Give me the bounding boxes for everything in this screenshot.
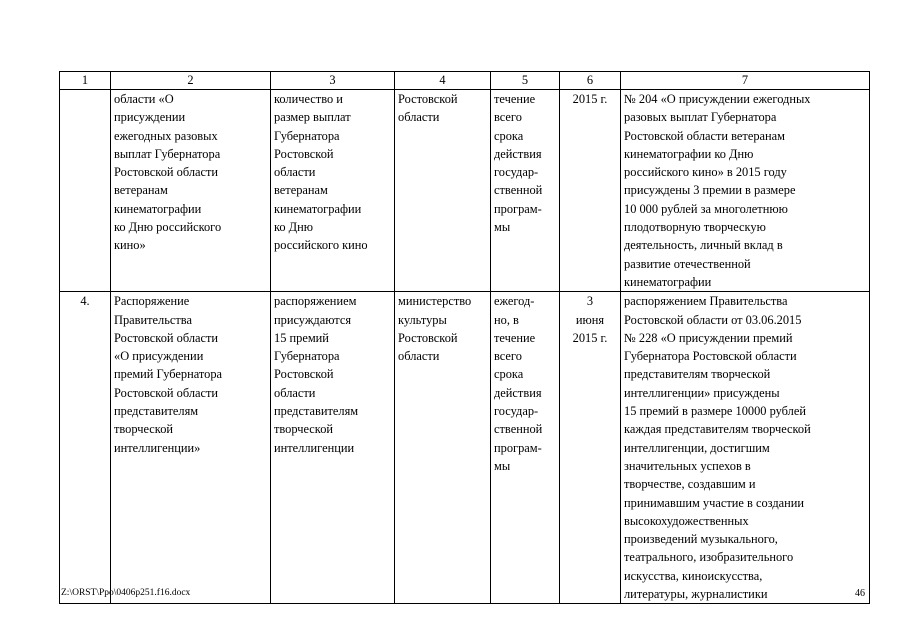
cell-text-line: всего [494, 349, 522, 364]
cell-text-line: 15 премий в размере 10000 рублей [624, 404, 806, 419]
cell-text-line: государ- [494, 404, 539, 419]
cell-text-line: Губернатора [274, 128, 340, 143]
cell-text-line: творческой [114, 422, 174, 437]
date-cell [560, 292, 621, 604]
cell-text-line: Ростовской [398, 92, 458, 106]
table-header-row [60, 72, 870, 90]
cell-text-line: Правительства [114, 312, 192, 327]
cell-text-line: литературы, журналистики [624, 587, 768, 602]
cell-text-line: Ростовской [398, 330, 458, 345]
cell-text-line: течение [494, 92, 536, 106]
cell-text-line: течение [494, 330, 536, 345]
cell-text-line: Ростовской области [114, 165, 219, 180]
cell-text-line: принимавшим участие в создании [624, 495, 805, 510]
cell-text-line: деятельность, личный вклад в [624, 238, 783, 253]
executor-cell [395, 90, 491, 292]
cell-text-line: представителям [274, 404, 359, 419]
cell-text-line: произведений музыкального, [624, 532, 778, 547]
cell-text-line: Распоряжение [114, 294, 190, 309]
cell-text-line: всего [494, 110, 522, 125]
cell-text-line: области [398, 349, 440, 364]
cell-text-line: 2015 г. [572, 330, 608, 345]
cell-text-line: срока [494, 128, 524, 143]
cell-text-line: министерство [398, 294, 472, 309]
cell-text-line: програм- [494, 440, 542, 455]
cell-text-line: кинематографии [114, 201, 202, 216]
cell-text-line: ежегодных разовых [114, 128, 218, 143]
cell-text-line: присуждении [114, 110, 186, 125]
cell-text-line: № 228 «О присуждении премий [624, 330, 793, 345]
term-cell [491, 90, 560, 292]
cell-text-line: кинематографии [274, 201, 362, 216]
cell-text-line: Губернатора Ростовской области [624, 349, 797, 364]
cell-text-line: значительных успехов в [624, 458, 751, 473]
cell-text-line: интеллигенции» [114, 440, 201, 455]
header-cell: 7 [621, 72, 870, 90]
cell-text-line: творчестве, создавшим и [624, 477, 756, 492]
table-row [60, 90, 870, 292]
term-cell [491, 292, 560, 604]
cell-text-line: ветеранам [114, 183, 168, 198]
cell-text-line: разовых выплат Губернатора [624, 110, 777, 125]
header-cell: 2 [111, 72, 271, 90]
cell-text-line: интеллигенции» присуждены [624, 385, 780, 400]
cell-text-line: ственной [494, 422, 543, 437]
cell-text-line: № 204 «О присуждении ежегодных [624, 92, 811, 106]
cell-text-line: области «О [114, 92, 174, 106]
cell-text-line: области [398, 110, 440, 125]
cell-text-line: области [274, 165, 316, 180]
cell-text-line: ственной [494, 183, 543, 198]
cell-text-line: представителям творческой [624, 367, 771, 382]
cell-text-line: кинематографии ко Дню [624, 146, 754, 161]
cell-text-line: количество и [274, 92, 343, 106]
row-number-cell [60, 90, 111, 292]
description-cell [271, 292, 395, 604]
cell-text-line: кинематографии [624, 274, 712, 289]
header-cell: 4 [395, 72, 491, 90]
cell-text-line: высокохудожественных [624, 513, 749, 528]
cell-text-line: програм- [494, 201, 542, 216]
cell-text-line: Ростовской области [114, 330, 219, 345]
cell-text-line: театрального, изобразительного [624, 550, 794, 565]
document-table [59, 71, 870, 604]
cell-text-line: Ростовской области от 03.06.2015 [624, 312, 802, 327]
description-cell [271, 90, 395, 292]
page-number: 46 [855, 588, 865, 599]
cell-text-line: мы [494, 458, 511, 473]
cell-text-line: действия [494, 385, 542, 400]
cell-text-line: Ростовской [274, 146, 334, 161]
cell-text-line: распоряжением [274, 294, 357, 309]
cell-text-line: плодотворную творческую [624, 220, 766, 235]
cell-text-line: творческой [274, 422, 334, 437]
cell-text-line: государ- [494, 165, 539, 180]
cell-text-line: ежегод- [494, 294, 535, 309]
cell-text-line: кино» [114, 238, 146, 253]
cell-text-line: премий Губернатора [114, 367, 223, 382]
cell-text-line: распоряжением Правительства [624, 294, 788, 309]
cell-text-line: интеллигенции, достигшим [624, 440, 770, 455]
header-cell: 1 [60, 72, 111, 90]
cell-text-line: срока [494, 367, 524, 382]
cell-text-line: присуждаются [274, 312, 352, 327]
cell-text-line: искусства, киноискусства, [624, 568, 763, 583]
cell-text-line: размер выплат [274, 110, 351, 125]
row-number-cell [60, 292, 111, 604]
executor-cell [395, 292, 491, 604]
cell-text-line: 2015 г. [572, 92, 608, 106]
cell-text-line: Ростовской [274, 367, 334, 382]
cell-text-line: 3 [586, 294, 594, 309]
cell-text-line: культуры [398, 312, 447, 327]
header-cell: 5 [491, 72, 560, 90]
cell-text-line: выплат Губернатора [114, 146, 221, 161]
document-title-cell [111, 90, 271, 292]
cell-text-line: Губернатора [274, 349, 340, 364]
cell-text-line: ко Дню российского [114, 220, 222, 235]
header-cell: 6 [560, 72, 621, 90]
cell-text-line: присуждены 3 премии в размере [624, 183, 796, 198]
cell-text-line: области [274, 385, 316, 400]
cell-text-line: 10 000 рублей за многолетнюю [624, 201, 788, 216]
cell-text-line: российского кино [274, 238, 368, 253]
cell-text-line: действия [494, 146, 542, 161]
file-path-footer: Z:\ORST\Ppo\0406p251.f16.docx [61, 588, 191, 598]
cell-text-line: июня [575, 312, 605, 327]
cell-text-line: но, в [494, 312, 519, 327]
cell-text-line: ко Дню [274, 220, 314, 235]
cell-text-line: мы [494, 220, 511, 235]
cell-text-line: развитие отечественной [624, 256, 751, 271]
cell-text-line: каждая представителям творческой [624, 422, 811, 437]
result-cell [621, 90, 870, 292]
date-cell [560, 90, 621, 292]
result-cell [621, 292, 870, 604]
cell-text-line: представителям [114, 404, 199, 419]
cell-text-line: интеллигенции [274, 440, 355, 455]
header-cell: 3 [271, 72, 395, 90]
cell-text-line: российского кино» в 2015 году [624, 165, 787, 180]
cell-text-line: «О присуждении [114, 349, 204, 364]
cell-text-line: ветеранам [274, 183, 328, 198]
table-row [60, 292, 870, 604]
document-title-cell [111, 292, 271, 604]
cell-text-line: Ростовской области [114, 385, 219, 400]
cell-text-line: Ростовской области ветеранам [624, 128, 785, 143]
cell-text-line: 15 премий [274, 330, 329, 345]
cell-text-line: 4. [80, 294, 90, 309]
